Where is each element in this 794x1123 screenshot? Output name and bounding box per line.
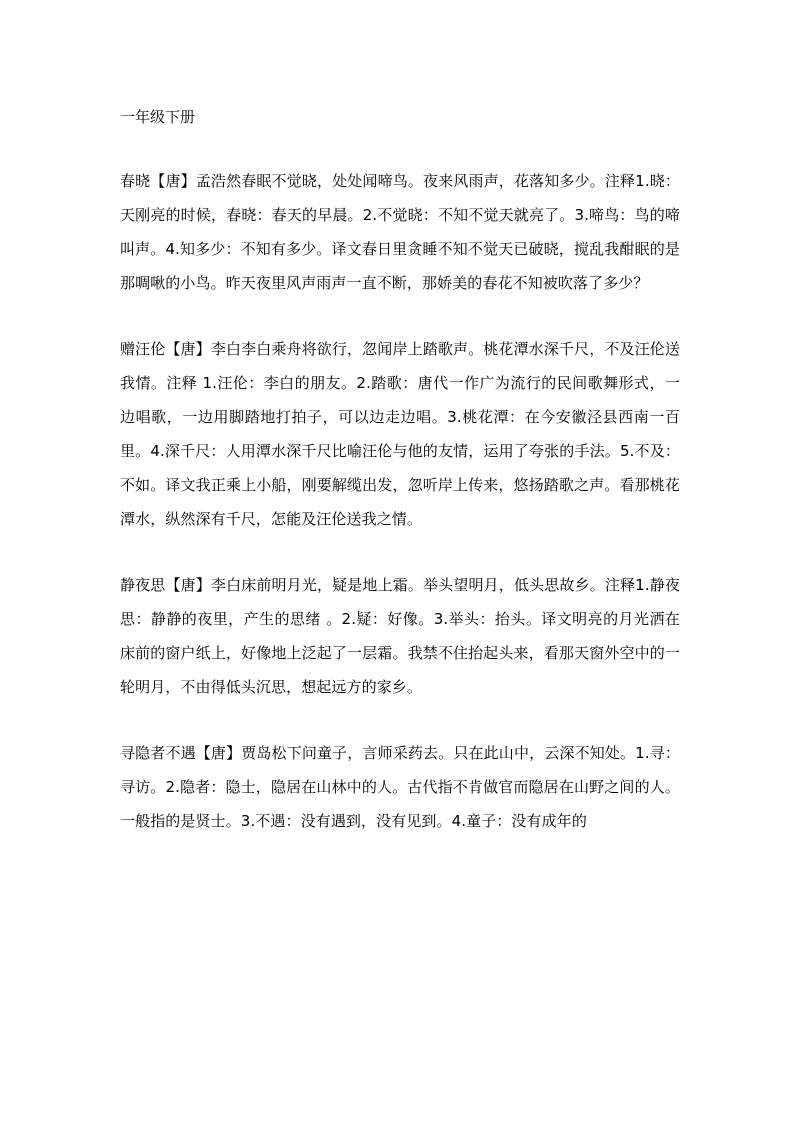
- document-page: [120, 100, 680, 870]
- poem-paragraph-jingyesi: 静夜思【唐】李白床前明月光，疑是地上霜。举头望明月，低头思故乡。注释1.静夜思：静静的夜里，产生的思绪 。2.疑：好像。3.举头：抬头。译文明亮的月光洒在床前的窗户纸上，好像地上泛起了一层霜。我禁不住抬起头来，看那天窗外空中的一轮明月，不由得低头沉思，想起远方的家乡。: [120, 576, 680, 696]
- poem-paragraph-chunxiao: 春晓【唐】孟浩然春眠不觉晓，处处闻啼鸟。夜来风雨声，花落知多少。注释1.晓：天刚亮的时候，春晓：春天的早晨。2.不觉晓：不知不觉天就亮了。3.啼鸟：鸟的啼叫声。4.知多少：不知有多少。译文春日里贪睡不知不觉天已破晓，搅乱我酣眠的是那啁啾的小鸟。昨天夜里风声雨声一直不断，那娇美的春花不知被吹落了多少？: [120, 172, 680, 292]
- poem-paragraph-xunyinzhe: 寻隐者不遇【唐】贾岛松下问童子，言师采药去。只在此山中，云深不知处。1.寻：寻访。2.隐者：隐士，隐居在山林中的人。古代指不肯做官而隐居在山野之间的人。一般指的是贤士。3.不遇：没有遇到，没有见到。4.童子：没有成年的: [120, 744, 680, 830]
- poem-paragraph-zengwanglun: 赠汪伦【唐】李白李白乘舟将欲行，忽闻岸上踏歌声。桃花潭水深千尺，不及汪伦送我情。注释 1.汪伦：李白的朋友。2.踏歌：唐代一作广为流行的民间歌舞形式，一边唱歌，一边用脚踏地打拍子，可以边走边唱。3.桃花潭：在今安徽泾县西南一百里。4.深千尺：人用潭水深千尺比喻汪伦与他的友情，运用了夸张的手法。5.不及：不如。译文我正乘上小船，刚要解缆出发，忽听岸上传来，悠扬踏歌之声。看那桃花潭水，纵然深有千尺，怎能及汪伦送我之情。: [120, 340, 680, 528]
- document-heading: 一年级下册: [120, 108, 196, 126]
